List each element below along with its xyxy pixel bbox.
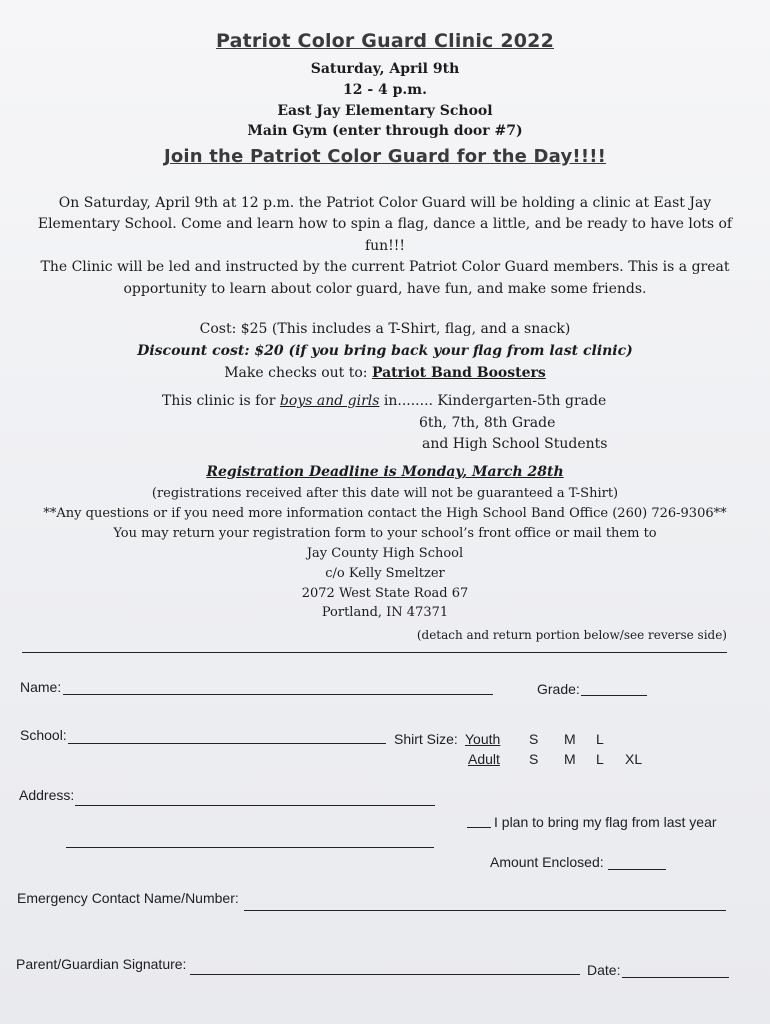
emergency-contact-field-line[interactable]	[244, 910, 726, 911]
mail-address-1: Jay County High School	[306, 546, 464, 561]
grades-line-2: 6th, 7th, 8th Grade	[419, 415, 556, 431]
event-time: 12 - 4 p.m.	[342, 82, 427, 98]
mail-address-2: c/o Kelly Smeltzer	[325, 566, 445, 581]
flyer-tagline: Join the Patriot Color Guard for the Day!!!!	[163, 146, 607, 167]
intro-line-1: On Saturday, April 9th at 12 p.m. the Patriot Color Guard will be holding a clinic at East Jay	[58, 195, 712, 211]
adult-label: Adult	[468, 751, 500, 767]
name-label: Name:	[20, 679, 62, 695]
clinic-for-prefix: This clinic is for	[162, 393, 280, 409]
event-school: East Jay Elementary School	[277, 103, 493, 119]
grade-label: Grade:	[537, 681, 580, 697]
date-field-line[interactable]	[622, 977, 729, 978]
shirt-size-label: Shirt Size:	[394, 731, 458, 747]
intro-line-4: The Clinic will be led and instructed by the current Patriot Color Guard members. This is a great	[40, 259, 730, 275]
deadline-note: (registrations received after this date will not be guaranteed a T-Shirt)	[151, 486, 619, 501]
mail-address-4: Portland, IN 47371	[321, 605, 449, 620]
youth-size-s[interactable]: S	[529, 731, 539, 747]
checks-prefix: Make checks out to:	[224, 365, 372, 381]
mail-address-3: 2072 West State Road 67	[301, 586, 469, 601]
flyer-title: Patriot Color Guard Clinic 2022	[216, 30, 554, 52]
name-field-line[interactable]	[63, 694, 493, 695]
event-date: Saturday, April 9th	[310, 61, 460, 77]
return-line: You may return your registration form to your school’s front office or mail them to	[113, 526, 657, 541]
flag-plan-text: I plan to bring my flag from last year	[494, 814, 717, 830]
cost-line: Cost: $25 (This includes a T-Shirt, flag, and a snack)	[199, 321, 571, 337]
amount-enclosed-label: Amount Enclosed:	[490, 854, 604, 870]
adult-size-xl[interactable]: XL	[625, 751, 643, 767]
clinic-for-suffix: in........ Kindergarten-5th grade	[379, 393, 607, 409]
flag-checkbox-line[interactable]	[467, 827, 491, 828]
date-label: Date:	[587, 962, 621, 978]
detach-divider	[22, 652, 727, 653]
detach-note: (detach and return portion below/see reverse side)	[416, 628, 727, 642]
checks-payee: Patriot Band Boosters	[371, 365, 546, 381]
address-label: Address:	[19, 787, 75, 803]
discount-line: Discount cost: $20 (if you bring back your flag from last clinic)	[137, 343, 633, 359]
adult-size-s[interactable]: S	[529, 751, 539, 767]
intro-line-5: opportunity to learn about color guard, have fun, and make some friends.	[123, 281, 647, 297]
registration-deadline: Registration Deadline is Monday, March 28th	[206, 464, 564, 480]
signature-label: Parent/Guardian Signature:	[16, 956, 187, 972]
adult-size-l[interactable]: L	[596, 751, 604, 767]
youth-label: Youth	[465, 731, 501, 747]
intro-line-2: Elementary School. Come and learn how to spin a flag, dance a little, and be ready to have lots of	[37, 216, 733, 232]
youth-size-l[interactable]: L	[596, 731, 604, 747]
checks-line	[0, 365, 770, 381]
grades-line-3: and High School Students	[422, 436, 608, 452]
school-label: School:	[20, 727, 67, 743]
intro-line-3: fun!!!	[364, 238, 406, 254]
questions-line: **Any questions or if you need more information contact the High School Band Office (260) 726-9306**	[43, 506, 727, 521]
signature-field-line[interactable]	[190, 974, 580, 975]
adult-size-m[interactable]: M	[564, 751, 576, 767]
emergency-contact-label: Emergency Contact Name/Number:	[17, 890, 239, 906]
amount-field-line[interactable]	[608, 869, 666, 870]
clinic-for-line	[162, 393, 606, 409]
event-location: Main Gym (enter through door #7)	[247, 123, 523, 139]
address-field-line-1[interactable]	[75, 805, 435, 806]
youth-size-m[interactable]: M	[564, 731, 576, 747]
school-field-line[interactable]	[68, 743, 386, 744]
grade-field-line[interactable]	[581, 695, 647, 696]
address-field-line-2[interactable]	[66, 847, 434, 848]
clinic-for-who: boys and girls	[279, 393, 380, 409]
